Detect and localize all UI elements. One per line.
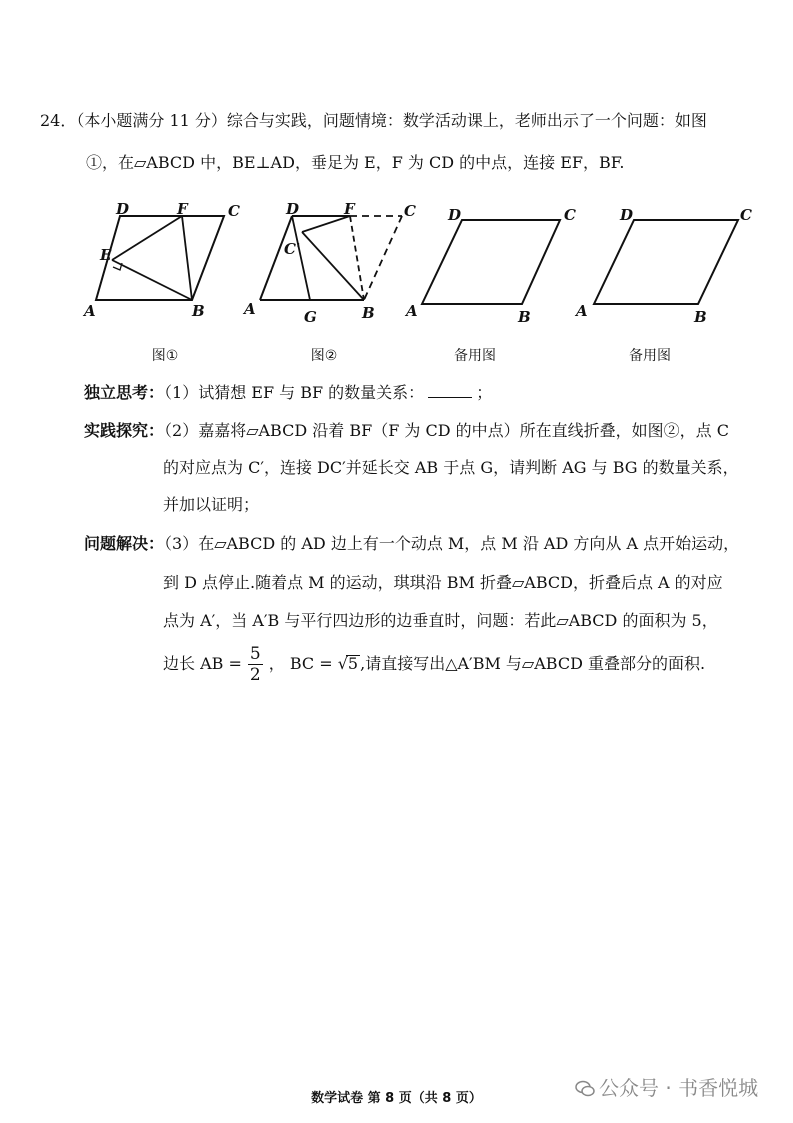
part2-line1 — [84, 420, 729, 442]
question-line2: ①，在▱ABCD 中，BE⊥AD，垂足为 E，F 为 CD 的中点，连接 EF，BF. — [86, 153, 625, 172]
fig2-label-b: B — [362, 304, 375, 322]
fig1-label-c: C — [228, 202, 240, 220]
fig1-label-f: F — [177, 200, 188, 218]
sqrt-value: 5 — [347, 654, 359, 673]
page-footer: 数学试卷 第 8 页（共 8 页） — [311, 1091, 482, 1106]
part1-text-after: ； — [476, 383, 493, 402]
question-number: 24． — [40, 111, 77, 130]
part3-line4-a: 边长 AB = — [163, 654, 242, 673]
ab-fraction — [248, 644, 263, 685]
fig3-label-d: D — [448, 206, 462, 224]
part3-line4-b: ， BC = — [268, 654, 333, 673]
figure-2-caption: 图② — [310, 348, 338, 364]
part3-line4-c: ,请直接写出△A′BM 与▱ABCD 重叠部分的面积. — [360, 654, 706, 673]
part2-line1-text: （2）嘉嘉将▱ABCD 沿着 BF（F 为 CD 的中点）所在直线折叠，如图②，点 C — [164, 421, 729, 440]
part3-line1-text: （3）在▱ABCD 的 AD 边上有一个动点 M，点 M 沿 AD 方向从 A 点开始运动， — [164, 534, 740, 553]
sqrt-sign: √ — [337, 654, 348, 673]
ab-fraction-numerator: 5 — [249, 644, 261, 664]
part3-line4 — [163, 642, 705, 686]
part2-tag: 实践探究： — [84, 421, 165, 440]
watermark-text: 公众号 · 书香悦城 — [599, 1076, 759, 1100]
figure-3-caption: 备用图 — [454, 348, 496, 364]
part3-line3: 点为 A′，当 A′B 与平行四边形的边垂直时，问题：若此▱ABCD 的面积为 5， — [163, 611, 718, 630]
fig4-label-a: A — [576, 302, 588, 320]
fig2-label-g: G — [304, 308, 317, 326]
part2-line3: 并加以证明； — [163, 495, 260, 514]
fig4-label-d: D — [620, 206, 634, 224]
part1-answer-blank[interactable] — [428, 383, 472, 398]
part1-text: （1）试猜想 EF 与 BF 的数量关系： — [164, 383, 425, 402]
fig1-label-a: A — [84, 302, 96, 320]
fig4-label-c: C — [740, 206, 752, 224]
fig3-label-b: B — [518, 308, 531, 326]
fig1-label-e: E — [100, 246, 112, 264]
part1 — [84, 382, 492, 404]
question-header — [40, 110, 707, 132]
fig2-label-a: A — [244, 300, 256, 318]
fig3-label-c: C — [564, 206, 576, 224]
part1-tag: 独立思考： — [84, 383, 165, 402]
figure-4-caption: 备用图 — [629, 348, 671, 364]
part2-line2: 的对应点为 C′，连接 DC′并延长交 AB 于点 G，请判断 AG 与 BG 的数量关系， — [163, 458, 739, 477]
fig4-label-b: B — [694, 308, 707, 326]
question-header-text: （本小题满分 11 分）综合与实践，问题情境：数学活动课上，老师出示了一个问题：如图 — [76, 111, 707, 130]
figure-3 — [400, 198, 595, 328]
fig2-label-d: D — [286, 200, 300, 218]
ab-fraction-denominator: 2 — [249, 665, 261, 685]
fig2-label-c: C — [404, 202, 416, 220]
fig2-label-c-prime: C' — [284, 240, 301, 258]
fig2-label-f: F — [344, 200, 355, 218]
fig1-label-b: B — [192, 302, 205, 320]
figure-1-caption: 图① — [151, 348, 179, 364]
part3-line1 — [84, 533, 739, 555]
fig1-label-d: D — [116, 200, 130, 218]
figure-4 — [572, 198, 772, 328]
part3-line2: 到 D 点停止.随着点 M 的运动，琪琪沿 BM 折叠▱ABCD，折叠后点 A 的对应 — [163, 573, 723, 592]
fig3-label-a: A — [406, 302, 418, 320]
part3-tag: 问题解决： — [84, 534, 165, 553]
figure-1 — [82, 198, 262, 328]
